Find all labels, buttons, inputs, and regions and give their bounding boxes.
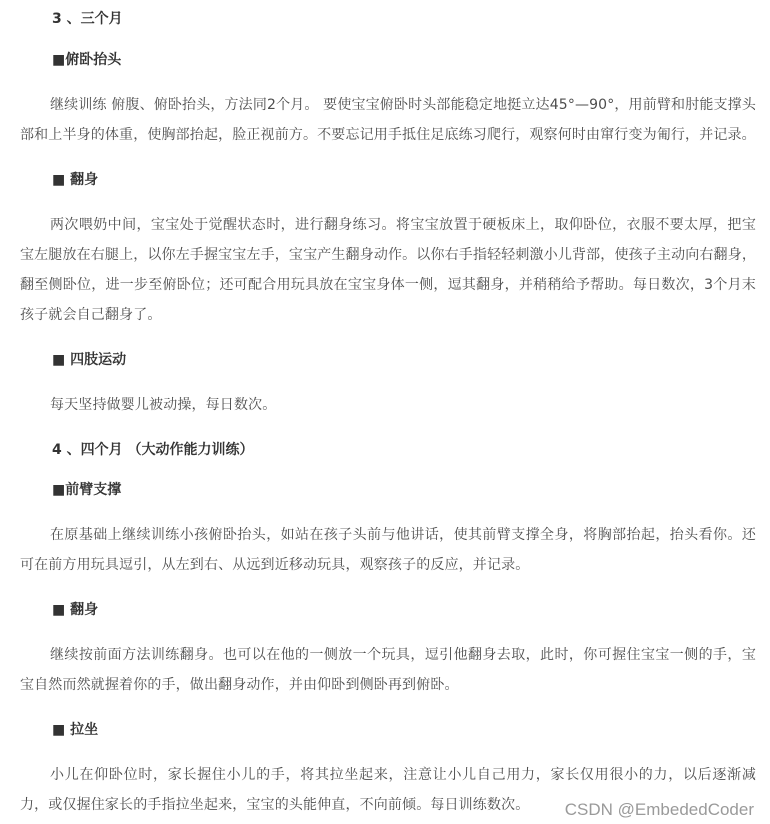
subheading-prone-head-lift: ■俯卧抬头 xyxy=(52,52,122,68)
subheading-forearm-support: ■前臂支撑 xyxy=(52,482,122,498)
paragraph-forearm-support: 在原基础上继续训练小孩俯卧抬头，如站在孩子头前与他讲话，使其前臂支撑全身，将胸部抬起，抬头看你。还可在前方用玩具逗引，从左到右、从远到近移动玩具，观察孩子的反应，并记录。 xyxy=(20,527,756,573)
section-heading-4-months: 4 、四个月 （大动作能力训练） xyxy=(52,442,254,458)
section-heading-3-months: 3 、三个月 xyxy=(52,11,123,27)
paragraph-rolling-over: 两次喂奶中间，宝宝处于觉醒状态时，进行翻身练习。将宝宝放置于硬板床上，取仰卧位，衣服不要太厚，把宝宝左腿放在右腿上，以你左手握宝宝左手，宝宝产生翻身动作。以你右手指轻轻刺激小儿背部，使孩子主动向右翻身，翻至侧卧位，进一步至俯卧位；还可配合用玩具放在宝宝身体一侧，逗其翻身，并稍稍给予帮助。每日数次，3个月末孩子就会自己翻身了。 xyxy=(20,217,756,323)
paragraph-rolling-over-2: 继续按前面方法训练翻身。也可以在他的一侧放一个玩具，逗引他翻身去取，此时，你可握住宝宝一侧的手，宝宝自然而然就握着你的手，做出翻身动作，并由仰卧到侧卧再到俯卧。 xyxy=(20,647,756,693)
paragraph-limb-exercise: 每天坚持做婴儿被动操，每日数次。 xyxy=(50,397,277,413)
subheading-rolling-over-2: ■ 翻身 xyxy=(52,602,99,618)
subheading-pull-to-sit: ■ 拉坐 xyxy=(52,722,99,738)
subheading-limb-exercise: ■ 四肢运动 xyxy=(52,352,127,368)
paragraph-pull-to-sit: 小儿在仰卧位时，家长握住小儿的手，将其拉坐起来，注意让小儿自己用力，家长仅用很小的力，以后逐渐减力，或仅握住家长的手指拉坐起来，宝宝的头能伸直，不向前倾。每日训练数次。 xyxy=(20,767,756,813)
subheading-rolling-over: ■ 翻身 xyxy=(52,172,99,188)
paragraph-prone-head-lift: 继续训练 俯腹、俯卧抬头，方法同2个月。 要使宝宝俯卧时头部能稳定地挺立达45°—90°，用前臂和肘能支撑头部和上半身的体重，使胸部抬起，脸正视前方。不要忘记用手抵住足底练习爬行，观察何时由窜行变为匍行，并记录。 xyxy=(20,97,756,143)
csdn-watermark: CSDN @EmbededCoder xyxy=(564,800,754,819)
